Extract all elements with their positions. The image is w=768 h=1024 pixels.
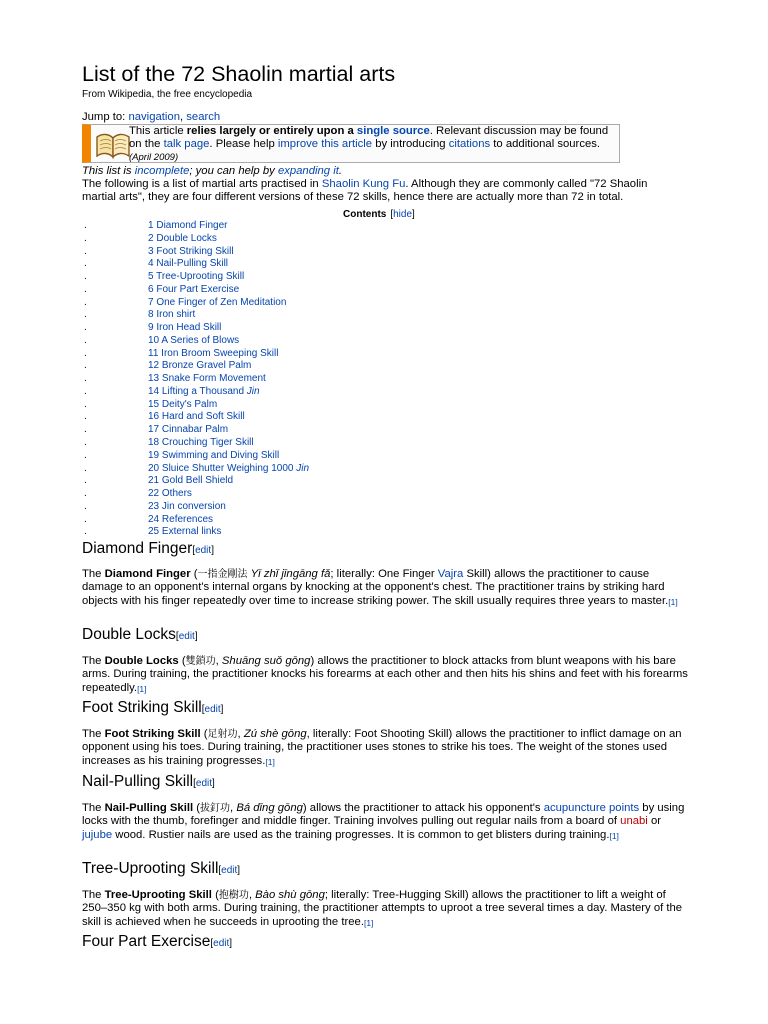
talk-page-link[interactable]: talk page (163, 138, 210, 150)
toc-link[interactable] (148, 322, 221, 335)
toc-label: Nail-Pulling Skill (156, 258, 229, 270)
edit-link-tree-uprooting-skill[interactable]: edit (221, 865, 238, 876)
toc-link[interactable] (148, 373, 266, 386)
heading-diamond-finger: Diamond Finger[edit] (82, 540, 214, 557)
toc-link[interactable] (148, 514, 213, 527)
toc-item (82, 450, 482, 463)
toc-item (82, 411, 482, 424)
toc-bullet: . (84, 322, 87, 334)
toc-number: 2 (148, 232, 154, 244)
jump-separator: , (179, 111, 184, 123)
toc-label: Iron Broom Sweeping Skill (161, 347, 279, 359)
intro-paragraph: The following is a list of martial arts practised in Shaolin Kung Fu. Although they are commonly called "72 Shaolin martial arts", they are four different versions of these 72 skills, hence there are actually more than 72 in total. (82, 178, 648, 204)
toc-number: 11 (148, 347, 159, 359)
edit-link-diamond-finger[interactable]: edit (195, 545, 212, 556)
improve-article-link[interactable]: improve this article (277, 138, 373, 150)
toc-item (82, 526, 482, 539)
toc-link[interactable] (148, 220, 228, 233)
toc-label: Deity's Palm (161, 398, 218, 410)
reference-link[interactable]: [1] (363, 917, 374, 928)
toc-label: Swimming and Diving Skill (161, 449, 280, 461)
toc-label: Sluice Shutter Weighing 1000 (161, 462, 297, 474)
edit-link-nail-pulling-skill[interactable]: edit (195, 778, 213, 789)
toc-link[interactable] (148, 463, 309, 476)
edit-link-foot-striking-skill[interactable]: edit (204, 704, 221, 715)
toc-label-italic: Jin (246, 385, 260, 397)
toc-item (82, 271, 482, 284)
toc-number: 8 (148, 309, 154, 321)
toc-number: 24 (148, 513, 160, 525)
notice-text: This article relies largely or entirely upon a single source. Relevant discussion may be found on the talk page. Please help improve this article by introducing citations to additional sources. (April 2009) (129, 125, 609, 163)
toc-number: 17 (148, 424, 160, 436)
toc-bullet: . (84, 373, 87, 385)
toc-item (82, 284, 482, 297)
toc-link[interactable] (148, 475, 233, 488)
toc-number: 13 (148, 373, 160, 385)
toc-label: Jin conversion (161, 500, 226, 512)
toc-bullet: . (84, 258, 87, 270)
toc-link[interactable] (148, 501, 226, 514)
toc-bullet: . (84, 513, 87, 525)
toc-bullet: . (84, 245, 87, 257)
toc-label: Diamond Finger (156, 220, 228, 231)
jump-to-label: Jump to: (82, 111, 126, 123)
toc-bullet: . (84, 232, 87, 244)
toc-label: Others (161, 488, 192, 500)
toc-item (82, 348, 482, 361)
toc-number: 14 (148, 385, 160, 397)
toc-bullet: . (84, 271, 87, 283)
toc-bullet: . (84, 526, 87, 538)
toc-label: Iron Head Skill (156, 322, 222, 334)
toc-label: Gold Bell Shield (161, 475, 234, 487)
toc-link[interactable] (148, 246, 234, 259)
heading-foot-striking-skill: Foot Striking Skill[edit] (82, 699, 224, 716)
table-of-contents (82, 220, 482, 539)
toc-item (82, 220, 482, 233)
toc-bullet: . (84, 309, 87, 321)
toc-link[interactable] (148, 271, 244, 284)
heading-double-locks: Double Locks[edit] (82, 626, 198, 643)
toc-label: Tree-Uprooting Skill (156, 271, 245, 283)
toc-bullet: . (84, 411, 87, 423)
toc-link[interactable] (148, 437, 254, 450)
toc-link[interactable] (148, 309, 195, 322)
toc-number: 19 (148, 449, 160, 461)
page-title: List of the 72 Shaolin martial arts (82, 62, 396, 86)
expanding-it-link[interactable]: expanding it (277, 165, 339, 177)
toc-label: Snake Form Movement (161, 373, 266, 385)
toc-number: 7 (148, 296, 154, 308)
toc-number: 20 (148, 462, 160, 474)
toc-hide-toggle[interactable]: hide (393, 209, 413, 220)
toc-item (82, 514, 482, 527)
toc-bullet: . (84, 296, 87, 308)
toc-link[interactable] (148, 297, 286, 310)
paragraph-double-locks: The Double Locks (雙鎖功, Shuāng suǒ gōng) allows the practitioner to block attacks from blunt weapons with his bare arms. During training, the practitioner knocks his forearms at each other and then hits his shins and feet with his forearms repeatedly.[1] (82, 655, 688, 694)
toc-bullet: . (84, 385, 87, 397)
site-tagline: From Wikipedia, the free encyclopedia (82, 89, 253, 100)
single-source-link[interactable]: single source (356, 125, 430, 137)
edit-link-double-locks[interactable]: edit (178, 631, 195, 642)
toc-number: 3 (148, 245, 154, 257)
toc-number: 16 (148, 411, 160, 423)
toc-number: 15 (148, 398, 160, 410)
toc-link[interactable] (148, 526, 221, 539)
toc-bullet: . (84, 220, 87, 231)
toc-bullet: . (84, 424, 87, 436)
heading-nail-pulling-skill: Nail-Pulling Skill[edit] (82, 773, 215, 790)
edit-link-four-part-exercise[interactable]: edit (213, 938, 230, 949)
toc-label: Four Part Exercise (156, 283, 240, 295)
toc-label: External links (161, 526, 222, 538)
toc-item (82, 399, 482, 412)
toc-link[interactable] (148, 360, 251, 373)
toc-number: 4 (148, 258, 154, 270)
toc-bullet: . (84, 488, 87, 500)
paragraph-diamond-finger: The Diamond Finger (一指金剛法 Yī zhǐ jīngāng fǎ; literally: One Finger Vajra Skill) allows the practitioner to cause damage to an opponent's internal organs by knocking at the opponent's chest. The practitioner trains by striking hard objects with his finger repeatedly over time to increase striking power. The skill usually requires three years to master.[1] (82, 568, 678, 607)
toc-link[interactable] (148, 348, 278, 361)
toc-link[interactable] (148, 411, 245, 424)
reference-link[interactable]: [1] (609, 830, 619, 841)
toc-item (82, 386, 482, 399)
toc-link[interactable] (148, 258, 228, 271)
toc-label: A Series of Blows (161, 334, 240, 346)
toc-link[interactable] (148, 424, 228, 437)
toc-item (82, 475, 482, 488)
toc-item (82, 309, 482, 322)
notice-date: (April 2009) (129, 152, 179, 163)
toc-item (82, 233, 482, 246)
toc-label: Bronze Gravel Palm (161, 360, 252, 372)
toc-number: 1 (148, 220, 154, 231)
toc-item (82, 360, 482, 373)
toc-link[interactable] (148, 284, 239, 297)
toc-number: 9 (148, 322, 154, 334)
toc-item (82, 246, 482, 259)
heading-tree-uprooting-skill: Tree-Uprooting Skill[edit] (82, 860, 241, 877)
toc-item (82, 463, 482, 476)
toc-header: Contents [hide] (343, 209, 415, 220)
shaolin-kung-fu-link[interactable]: Shaolin Kung Fu (321, 178, 406, 190)
toc-number: 12 (148, 360, 160, 372)
toc-bullet: . (84, 500, 87, 512)
toc-number: 5 (148, 271, 154, 283)
toc-number: 21 (148, 475, 160, 487)
acupuncture-points-link[interactable]: acupuncture points (543, 802, 640, 814)
toc-number: 23 (148, 500, 160, 512)
toc-title: Contents (343, 209, 387, 220)
toc-link[interactable] (148, 386, 260, 399)
toc-bullet: . (84, 347, 87, 359)
toc-link[interactable] (148, 488, 192, 501)
toc-bullet: . (84, 283, 87, 295)
paragraph-tree-uprooting-skill: The Tree-Uprooting Skill (抱樹功, Bào shù gōng; literally: Tree-Hugging Skill) allows the practitioner to lift a weight of 250–350 kg with both arms. During training, the practitioner attempts to uproot a tree several times a day. Mastery of the skill is achieved when he succeeds in uprooting the tree.[1] (82, 889, 683, 928)
toc-item (82, 297, 482, 310)
toc-label: Hard and Soft Skill (161, 411, 245, 423)
single-source-notice (82, 124, 620, 163)
toc-item (82, 424, 482, 437)
reference-link[interactable]: [1] (265, 756, 275, 767)
toc-item (82, 373, 482, 386)
toc-label: Crouching Tiger Skill (161, 437, 254, 449)
search-link[interactable]: search (186, 111, 221, 123)
toc-bullet: . (84, 398, 87, 410)
reference-link[interactable]: [1] (668, 596, 678, 607)
unabi-link[interactable]: unabi (620, 815, 648, 828)
toc-number: 25 (148, 526, 160, 538)
toc-label: Iron shirt (156, 309, 196, 321)
toc-item (82, 335, 482, 348)
toc-number: 18 (148, 437, 160, 449)
vajra-link[interactable]: Vajra (437, 568, 464, 580)
toc-label: Double Locks (156, 232, 217, 244)
heading-four-part-exercise: Four Part Exercise[edit] (82, 933, 233, 950)
toc-link[interactable] (148, 335, 239, 348)
citations-link[interactable]: citations (448, 138, 491, 150)
jujube-link[interactable]: jujube (82, 828, 113, 841)
toc-bullet: . (84, 334, 87, 346)
toc-item (82, 488, 482, 501)
toc-label: Cinnabar Palm (161, 424, 229, 436)
toc-bullet: . (84, 360, 87, 372)
toc-label: One Finger of Zen Meditation (156, 296, 287, 308)
incomplete-list-notice: This list is incomplete; you can help by expanding it. (82, 165, 343, 177)
toc-item (82, 437, 482, 450)
toc-bullet: . (84, 462, 87, 474)
reference-link[interactable]: [1] (137, 683, 147, 694)
paragraph-foot-striking-skill: The Foot Striking Skill (足射功, Zú shè gōng, literally: Foot Shooting Skill) allows the practitioner to inflict damage on an opponent using his toes. During training, the practitioner uses stones to strike his toes. The weight of the stones used increases as his training progresses.[1] (82, 728, 682, 767)
jump-to-bar (82, 111, 220, 124)
incomplete-link[interactable]: incomplete (134, 165, 190, 177)
toc-label-italic: Jin (296, 462, 310, 474)
toc-item (82, 501, 482, 514)
book-icon (93, 128, 133, 160)
navigation-link[interactable]: navigation (128, 111, 180, 123)
paragraph-nail-pulling-skill: The Nail-Pulling Skill (拔釘功, Bá dīng gōng) allows the practitioner to attack his opponent's acupuncture points by using locks with the thumb, forefinger and middle finger. Training involves pulling out regular nails from a board of unabi or jujube wood. Rustier nails are used as the training progresses. It is common to get blisters during training.[1] (82, 802, 685, 841)
toc-bullet: . (84, 437, 87, 449)
toc-label: Foot Striking Skill (156, 245, 234, 257)
toc-bullet: . (84, 449, 87, 461)
toc-link[interactable] (148, 233, 217, 246)
toc-label: References (161, 513, 214, 525)
toc-number: 22 (148, 488, 160, 500)
toc-link[interactable] (148, 450, 279, 463)
toc-item (82, 322, 482, 335)
toc-label: Lifting a Thousand (161, 385, 247, 397)
toc-link[interactable] (148, 399, 217, 412)
toc-number: 6 (148, 283, 154, 295)
toc-bullet: . (84, 475, 87, 487)
toc-number: 10 (148, 334, 160, 346)
toc-item (82, 258, 482, 271)
